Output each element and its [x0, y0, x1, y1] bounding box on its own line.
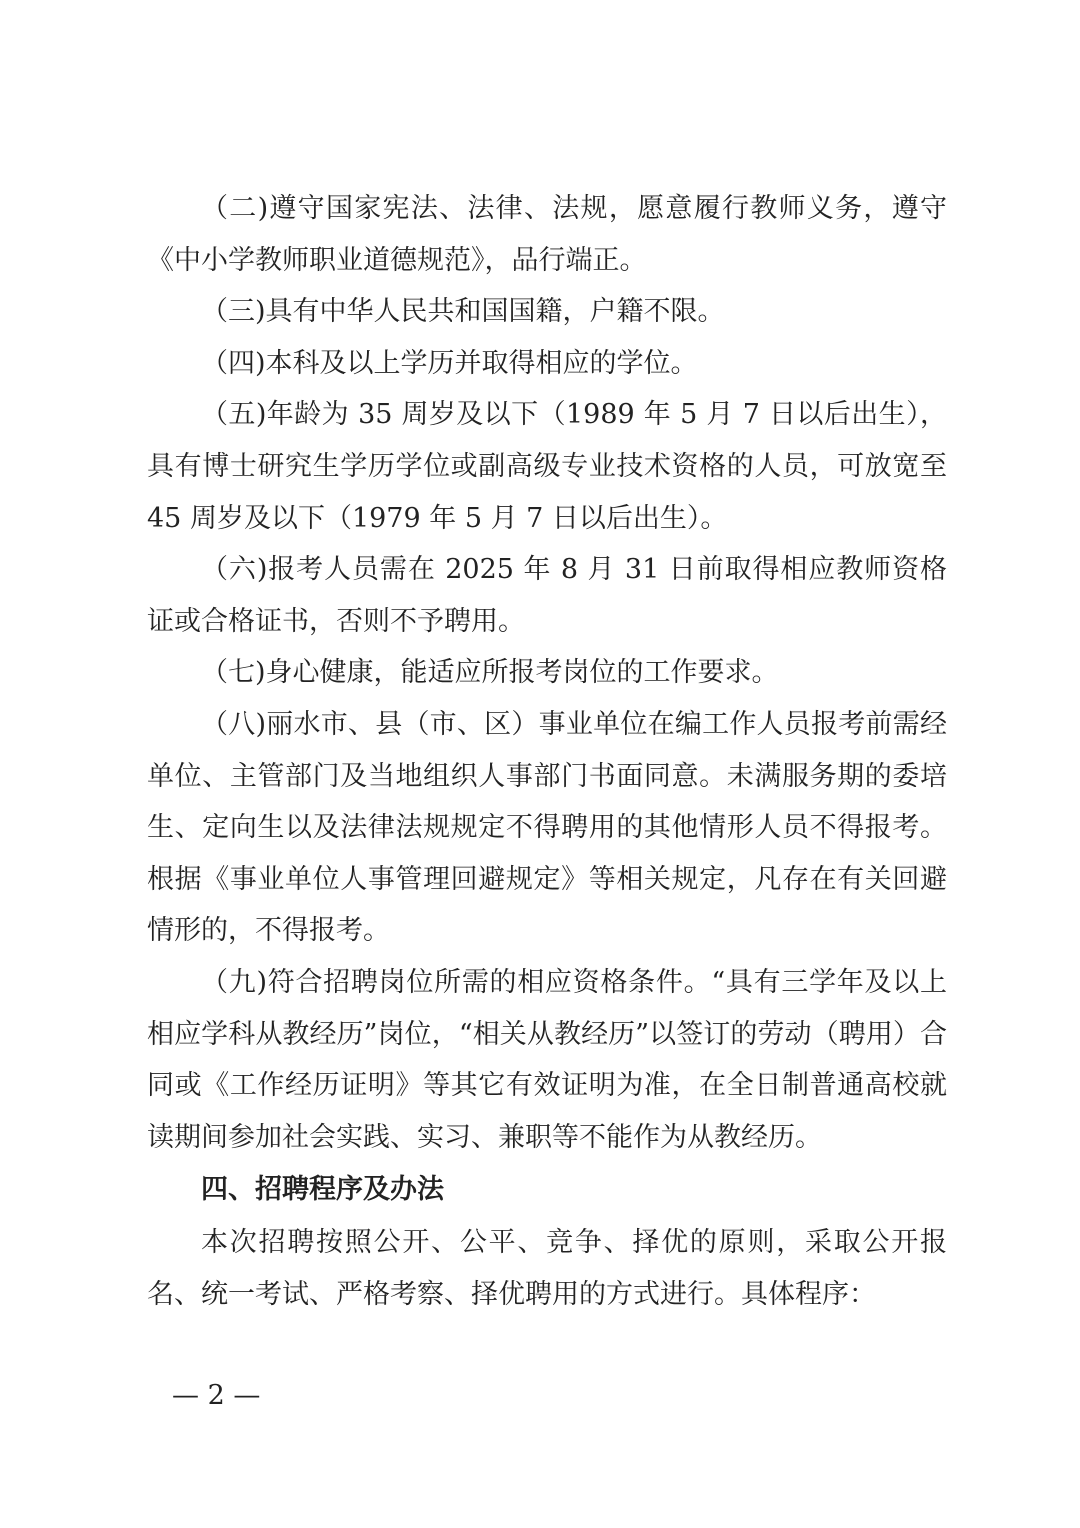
paragraph-item-9: （九)符合招聘岗位所需的相应资格条件。“具有三学年及以上相应学科从教经历”岗位，“相关从教经历”以签订的劳动（聘用）合同或《工作经历证明》等其它有效证明为准，在全日制普通高校就读期间参加社会实践、实习、兼职等不能作为从教经历。 [147, 966, 947, 1153]
document-body [147, 183, 947, 1320]
paragraph-item-5: （五)年龄为 35 周岁及以下（1989 年 5 月 7 日以后出生），具有博士研究生学历学位或副高级专业技术资格的人员，可放宽至 45 周岁及以下（1979 年 5 月 7 日以后出生）。 [147, 399, 947, 534]
paragraph-item-3: （三)具有中华人民共和国国籍，户籍不限。 [201, 296, 725, 328]
paragraph-item-7: （七)身心健康，能适应所报考岗位的工作要求。 [201, 657, 779, 689]
paragraph-item-4: （四)本科及以上学历并取得相应的学位。 [201, 347, 698, 379]
section-heading: 四、招聘程序及办法 [201, 1174, 444, 1206]
page-number: — 2 — [172, 1380, 261, 1411]
paragraph-item-2: （二)遵守国家宪法、法律、法规，愿意履行教师义务，遵守《中小学教师职业道德规范》，品行端正。 [147, 193, 947, 276]
section-paragraph: 本次招聘按照公开、公平、竞争、择优的原则，采取公开报名、统一考试、严格考察、择优聘用的方式进行。具体程序： [147, 1227, 947, 1310]
paragraph-item-8: （八)丽水市、县（市、区）事业单位在编工作人员报考前需经单位、主管部门及当地组织人事部门书面同意。未满服务期的委培生、定向生以及法律法规规定不得聘用的其他情形人员不得报考。根据《事业单位人事管理回避规定》等相关规定，凡存在有关回避情形的，不得报考。 [147, 708, 947, 947]
paragraph-item-6: （六)报考人员需在 2025 年 8 月 31 日前取得相应教师资格证或合格证书，否则不予聘用。 [147, 554, 947, 637]
